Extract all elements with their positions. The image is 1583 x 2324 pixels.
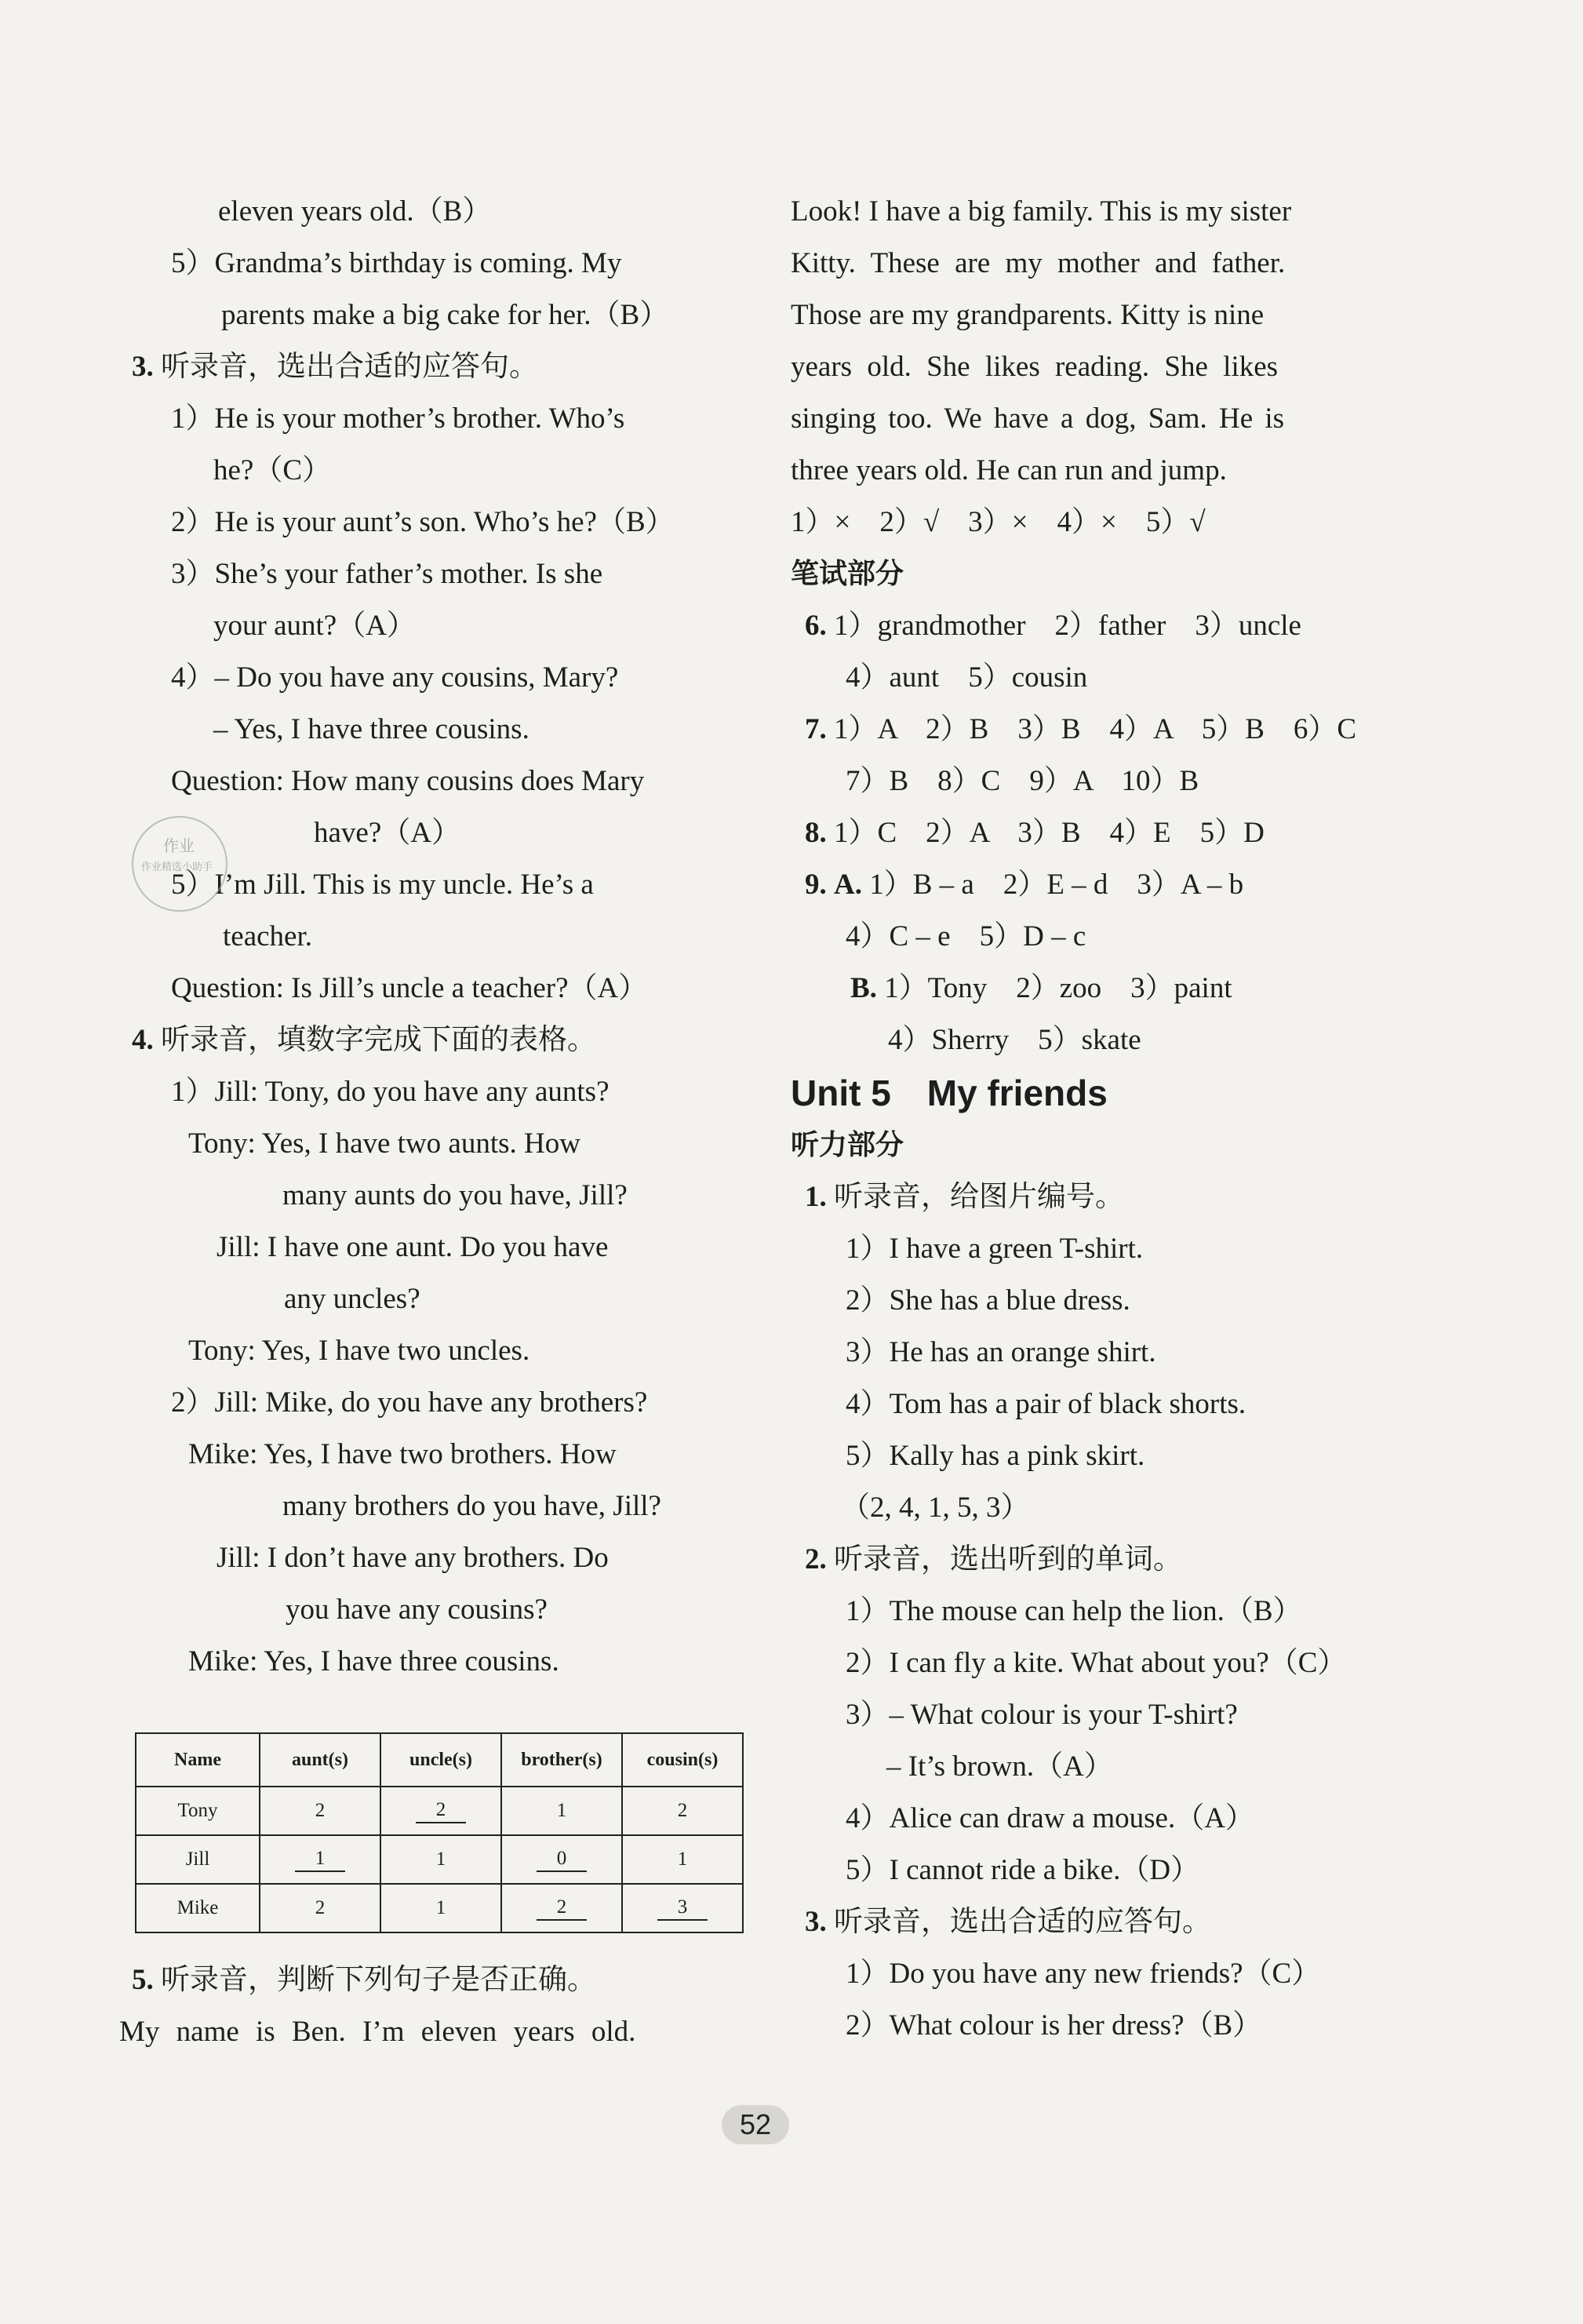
text-line: three years old. He can run and jump.	[791, 454, 1227, 486]
text-line: parents make a big cake for her.（B）	[221, 299, 669, 331]
table-row	[136, 1884, 743, 1932]
answer-line: 4）C – e 5）D – c	[846, 920, 1086, 953]
section-number: 5.	[132, 1964, 154, 1996]
part-label: A.	[834, 869, 862, 901]
text-line: Jill: I don’t have any brothers. Do	[217, 1542, 609, 1574]
text-line: 4）– Do you have any cousins, Mary?	[171, 661, 619, 694]
question-number: 6.	[805, 610, 827, 642]
filled-answer: 2	[537, 1896, 587, 1921]
text-line: Kitty. These are my mother and father.	[791, 247, 1286, 279]
text-line: Tony: Yes, I have two uncles.	[188, 1335, 530, 1367]
text-line: many aunts do you have, Jill?	[282, 1179, 628, 1211]
table-header: uncle(s)	[380, 1733, 501, 1787]
table-cell: Tony	[136, 1787, 260, 1835]
table-cell: Jill	[136, 1835, 260, 1884]
answer-line: （2, 4, 1, 5, 3）	[841, 1492, 1030, 1524]
text-line: 1）I have a green T-shirt.	[846, 1233, 1144, 1265]
section-title: 听录音，选出合适的应答句。	[161, 351, 538, 383]
table-cell: 1	[501, 1787, 622, 1835]
table-header: cousin(s)	[622, 1733, 743, 1787]
stamp-text: 作业精选小助手	[141, 861, 213, 872]
question-7	[805, 706, 1356, 753]
watermark-stamp	[132, 816, 227, 912]
section-number: 3.	[805, 1906, 827, 1938]
u5-section-1-heading	[805, 1174, 1124, 1221]
table-cell: 2	[260, 1787, 380, 1835]
text-line: many brothers do you have, Jill?	[282, 1490, 661, 1522]
text-line: any uncles?	[284, 1283, 420, 1315]
filled-answer: 1	[295, 1847, 345, 1872]
text-line: 3）She’s your father’s mother. Is she	[171, 558, 603, 590]
table-cell: Mike	[136, 1884, 260, 1932]
section-title: 听录音，选出听到的单词。	[834, 1543, 1182, 1575]
section-title: 听录音，选出合适的应答句。	[834, 1906, 1211, 1938]
text-line: – It’s brown.（A）	[886, 1750, 1113, 1783]
text-line: 1）He is your mother’s brother. Who’s	[171, 403, 625, 435]
text-line: 3）He has an orange shirt.	[846, 1336, 1156, 1368]
text-line: years old. She likes reading. She likes	[791, 351, 1279, 383]
section-number: 1.	[805, 1181, 827, 1213]
text-line: have?（A）	[314, 817, 460, 849]
table-header: aunt(s)	[260, 1733, 380, 1787]
question-6	[805, 603, 1301, 650]
section-number: 3.	[132, 351, 154, 383]
text-line: Look! I have a big family. This is my sister	[791, 195, 1292, 228]
table-row	[136, 1835, 743, 1884]
text-line: 1）Do you have any new friends?（C）	[846, 1958, 1321, 1990]
section-3-heading	[132, 344, 538, 391]
text-line: 5）Grandma’s birthday is coming. My	[171, 247, 622, 279]
text-line: Question: Is Jill’s uncle a teacher?（A）	[171, 972, 648, 1004]
section-5-heading	[132, 1957, 596, 2004]
answer-text: 1）C 2）A 3）B 4）E 5）D	[834, 817, 1265, 849]
question-number: 8.	[805, 817, 827, 849]
table-cell: 2	[260, 1884, 380, 1932]
section-heading-listening: 听力部分	[791, 1129, 904, 1161]
answer-line: 4）Sherry 5）skate	[888, 1024, 1141, 1056]
text-line: you have any cousins?	[286, 1594, 548, 1626]
u5-section-3-heading	[805, 1899, 1211, 1946]
text-line: he?（C）	[213, 454, 332, 486]
answer-text: 1）A 2）B 3）B 4）A 5）B 6）C	[834, 713, 1357, 745]
table-cell: 2	[622, 1787, 743, 1835]
section-title: 听录音，给图片编号。	[834, 1181, 1124, 1213]
section-number: 4.	[132, 1024, 154, 1056]
table-header: brother(s)	[501, 1733, 622, 1787]
text-line: Jill: I have one aunt. Do you have	[217, 1231, 609, 1263]
table-cell	[260, 1835, 380, 1884]
section-title: 听录音，判断下列句子是否正确。	[161, 1964, 596, 1996]
text-line: singing too. We have a dog, Sam. He is	[791, 403, 1285, 435]
question-number: 7.	[805, 713, 827, 745]
answer-line: 7）B 8）C 9）A 10）B	[846, 765, 1199, 797]
filled-answer: 2	[416, 1798, 466, 1823]
text-line: – Yes, I have three cousins.	[213, 713, 529, 745]
stamp-text: 作业	[163, 838, 195, 855]
text-line: eleven years old.（B）	[218, 195, 492, 228]
text-line: Question: How many cousins does Mary	[171, 765, 645, 797]
answer-line-b	[850, 965, 1232, 1012]
text-line: Those are my grandparents. Kitty is nine	[791, 299, 1265, 331]
text-line: 2）What colour is her dress?（B）	[846, 2009, 1262, 2042]
table-row	[136, 1787, 743, 1835]
text-line: teacher.	[223, 920, 312, 953]
table-cell	[501, 1884, 622, 1932]
table-cell: 1	[380, 1884, 501, 1932]
text-line: 2）She has a blue dress.	[846, 1284, 1130, 1317]
u5-section-2-heading	[805, 1536, 1182, 1583]
section-4-heading	[132, 1017, 596, 1064]
text-line: Mike: Yes, I have three cousins.	[188, 1645, 559, 1677]
unit-title: Unit 5 My friends	[791, 1073, 1108, 1113]
text-line: 3）– What colour is your T-shirt?	[846, 1699, 1238, 1731]
answer-line: 4）aunt 5）cousin	[846, 661, 1088, 694]
text-line: 4）Alice can draw a mouse.（A）	[846, 1802, 1254, 1834]
text-line: My name is Ben. I’m eleven years old.	[119, 2016, 636, 2048]
question-8	[805, 810, 1265, 857]
text-line: 5）I cannot ride a bike.（D）	[846, 1854, 1200, 1886]
page-number: 52	[722, 2105, 789, 2144]
text-line: Mike: Yes, I have two brothers. How	[188, 1438, 617, 1470]
text-line: 2）Jill: Mike, do you have any brothers?	[171, 1386, 648, 1419]
table-cell	[622, 1884, 743, 1932]
answer-text: 1）B – a 2）E – d 3）A – b	[869, 869, 1244, 901]
section-number: 2.	[805, 1543, 827, 1575]
filled-answer: 0	[537, 1847, 587, 1872]
question-9	[805, 861, 1243, 909]
question-number: 9.	[805, 869, 827, 901]
answer-line: 1）× 2）√ 3）× 4）× 5）√	[791, 506, 1206, 538]
text-line: 4）Tom has a pair of black shorts.	[846, 1388, 1246, 1420]
text-line: 1）The mouse can help the lion.（B）	[846, 1595, 1302, 1627]
text-line: 1）Jill: Tony, do you have any aunts?	[171, 1076, 610, 1108]
text-line: 2）He is your aunt’s son. Who’s he?（B）	[171, 506, 675, 538]
text-line: 5）Kally has a pink skirt.	[846, 1440, 1145, 1472]
section-title: 听录音，填数字完成下面的表格。	[161, 1024, 596, 1056]
table-cell	[380, 1787, 501, 1835]
answer-text: 1）grandmother 2）father 3）uncle	[834, 610, 1301, 642]
filled-answer: 3	[657, 1896, 708, 1921]
table-cell: 1	[380, 1835, 501, 1884]
text-line: Tony: Yes, I have two aunts. How	[188, 1127, 580, 1160]
table-header: Name	[136, 1733, 260, 1787]
family-count-table	[135, 1732, 744, 1933]
text-line: your aunt?（A）	[213, 610, 416, 642]
table-cell: 1	[622, 1835, 743, 1884]
text-line: 5）I’m Jill. This is my uncle. He’s a	[171, 869, 594, 901]
answer-text: 1）Tony 2）zoo 3）paint	[884, 972, 1232, 1004]
text-line: 2）I can fly a kite. What about you?（C）	[846, 1647, 1347, 1679]
section-heading-written: 笔试部分	[791, 558, 904, 590]
part-label: B.	[850, 972, 877, 1004]
table-cell	[501, 1835, 622, 1884]
table-header-row	[136, 1733, 743, 1787]
